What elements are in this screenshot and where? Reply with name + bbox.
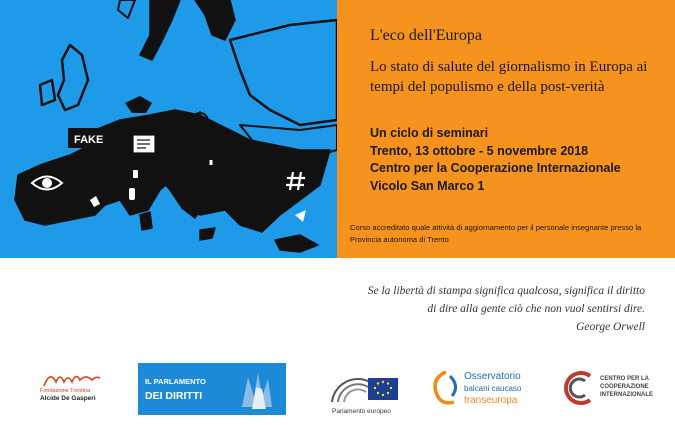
- logo-fondazione-de-gasperi[interactable]: [34, 368, 104, 402]
- newspaper-icon: [133, 135, 155, 153]
- quote-line-2: di dire alla gente ciò che non vuol sentirsi dire.: [427, 303, 645, 315]
- europe-map: [0, 0, 337, 258]
- obc-line-3: transeuropa: [464, 395, 518, 406]
- event-venue: Centro per la Cooperazione Internazionale: [370, 161, 621, 175]
- logo-centro-cooperazione[interactable]: [560, 368, 670, 416]
- pdd-line-1: IL PARLAMENTO: [145, 377, 206, 386]
- event-address: Vicolo San Marco 1: [370, 178, 485, 193]
- partner-logos: [0, 360, 675, 420]
- series-label: Un ciclo di seminari: [370, 126, 489, 140]
- event-title: L'eco dell'Europa: [370, 27, 482, 44]
- cci-line-1: CENTRO PER LA: [600, 376, 650, 382]
- quote-line-1: Se la libertà di stampa significa qualcosa, significa il diritto: [367, 285, 645, 297]
- pdd-line-2: DEI DIRITTI: [145, 390, 203, 402]
- svg-text:FAKE: FAKE: [74, 134, 104, 146]
- cci-line-3: INTERNAZIONALE: [600, 392, 653, 398]
- europe-map-panel: [0, 0, 337, 258]
- logo-parlamento-europeo[interactable]: [330, 368, 402, 418]
- signature-icon: [42, 368, 102, 390]
- pe-caption: Parlamento europeo: [332, 408, 391, 415]
- event-dates: Trento, 13 ottobre - 5 novembre 2018: [370, 143, 589, 158]
- obc-swirl-icon: [430, 368, 462, 410]
- fdg-line-1: Fondazione Trentina: [40, 388, 91, 394]
- info-panel: [337, 0, 675, 258]
- logo-parlamento-dei-diritti[interactable]: [138, 363, 286, 415]
- fdg-line-2: Alcide De Gasperi: [40, 395, 96, 402]
- handshake-icon: [125, 96, 152, 113]
- accreditation-note: Corso accreditato quale attività di aggiornamento per il personale insegnante presso la Provincia autonoma di Trento: [350, 223, 642, 244]
- hands-icon: [234, 367, 282, 411]
- logo-osservatorio-balcani-caucaso[interactable]: [430, 368, 540, 416]
- event-subtitle: Lo stato di salute del giornalismo in Europa ai tempi del populismo e della post-verità: [370, 59, 648, 95]
- event-details: [370, 125, 621, 195]
- orwell-quote: [300, 282, 645, 336]
- cci-line-2: COOPERAZIONE: [600, 384, 649, 390]
- parliament-hemicycle-icon: [330, 368, 402, 406]
- obc-line-1: Osservatorio: [464, 371, 521, 382]
- cci-circle-icon: [560, 368, 596, 408]
- quote-author: George Orwell: [576, 321, 645, 333]
- obc-line-2: balcani caucaso: [464, 384, 522, 393]
